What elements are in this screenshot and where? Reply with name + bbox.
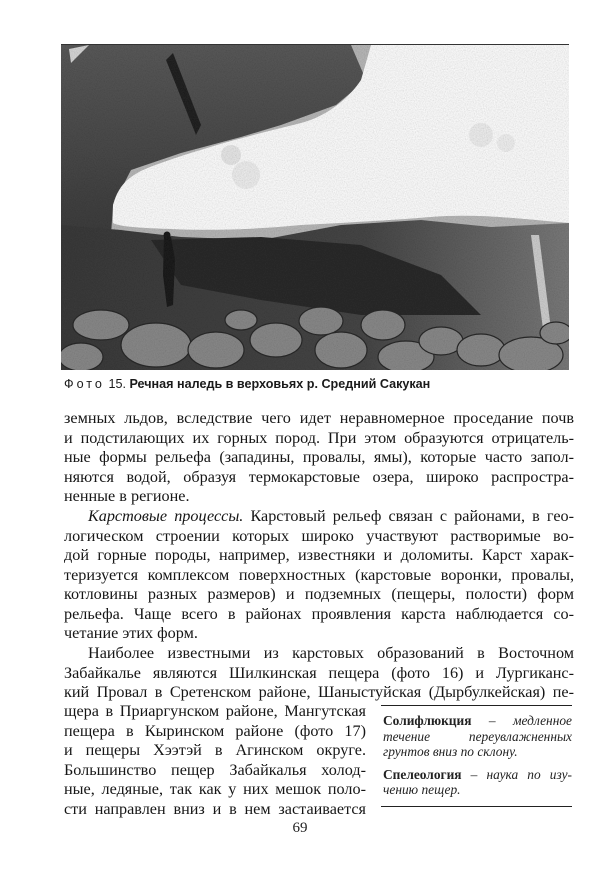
text-line: щера в Приаргунском районе, Мангутская [64, 702, 366, 720]
text-line: и пещеры Хээтэй в Агинском округе. [64, 741, 366, 760]
glossary-line [381, 767, 572, 783]
paragraph-caves [64, 644, 574, 703]
glossary-definition: чению пещер. [383, 782, 461, 798]
text-run: Карстовый рельеф связан с районами, в гео- [243, 507, 574, 525]
glossary-entry-solifluction [381, 713, 572, 760]
glossary-dash: – [461, 766, 487, 782]
glossary-line [381, 713, 572, 729]
text-line: Большинство пещер Забайкалья холод- [64, 760, 366, 779]
text-line: няются водой, образуя термокарстовые озера, широко распростра- [64, 467, 574, 486]
text-line: пещера в Кыринском районе (фото 17) [64, 721, 366, 740]
glossary-dash: – [471, 713, 514, 728]
text-line: ные формы рельефа (западины, провалы, ямы), которые часто запол- [64, 448, 574, 467]
text-line: Забайкалье являются Шилкинская пещера (фото 16) и Лургиканс- [64, 663, 574, 682]
text-line: сти направлен вниз и в нем застаивается [64, 799, 366, 818]
text-line: кий Провал в Сретенском районе, Шаныстуйская (Дырбулкейская) пе- [64, 683, 574, 702]
glossary-sidebar [381, 705, 572, 807]
photo-caption [64, 377, 574, 391]
text-line: Наиболее известными из карстовых образований в Восточном [88, 644, 574, 662]
glossary-term: Солифлюкция [383, 713, 472, 728]
text-line: теризуется комплексом поверхностных (карстовые воронки, провалы, [64, 565, 574, 584]
photo-image [61, 45, 569, 370]
glossary-definition: наука по изу- [486, 766, 572, 782]
text-line: ненные в регионе. [64, 487, 190, 506]
glossary-definition: медленное [513, 713, 572, 728]
glossary-entry-speleology [381, 767, 572, 798]
caption-title: Речная наледь в верховьях р. Средний Сакукан [129, 377, 431, 391]
text-line: котловины разных размеров) и подземных (пещеры, полости) форм [64, 585, 574, 604]
glossary-term: Спелеология [383, 766, 462, 782]
karst-heading: Карстовые процессы. [88, 507, 244, 525]
paragraph-caves-continued [64, 702, 366, 819]
text-line [64, 507, 574, 527]
paragraph-thermokarst [64, 409, 574, 507]
text-line: дой горные породы, например, известняки и доломиты. Карст харак- [64, 546, 574, 565]
text-line: рельефа. Чаще всего в районах проявления карста наблюдается со- [64, 604, 574, 623]
text-line: земных льдов, вследствие чего идет неравномерное проседание почв [64, 409, 574, 427]
caption-number: 15. [108, 377, 126, 391]
caption-label: Фото [64, 377, 105, 391]
text-line: ные, ледяные, так как у них мешок поло- [64, 780, 366, 799]
page-number: 69 [292, 820, 308, 836]
paragraph-karst [64, 507, 574, 644]
glossary-definition: грунтов вниз по склону. [383, 744, 518, 760]
text-line: и подстилающих их горных пород. При этом образуются отрицатель- [64, 428, 574, 447]
glossary-definition: течение переувлажненных [383, 728, 572, 744]
photo-river-icing [61, 44, 569, 370]
text-line: четание этих форм. [64, 624, 198, 643]
text-line: логическом строении которых широко участвуют растворимые во- [64, 526, 574, 545]
